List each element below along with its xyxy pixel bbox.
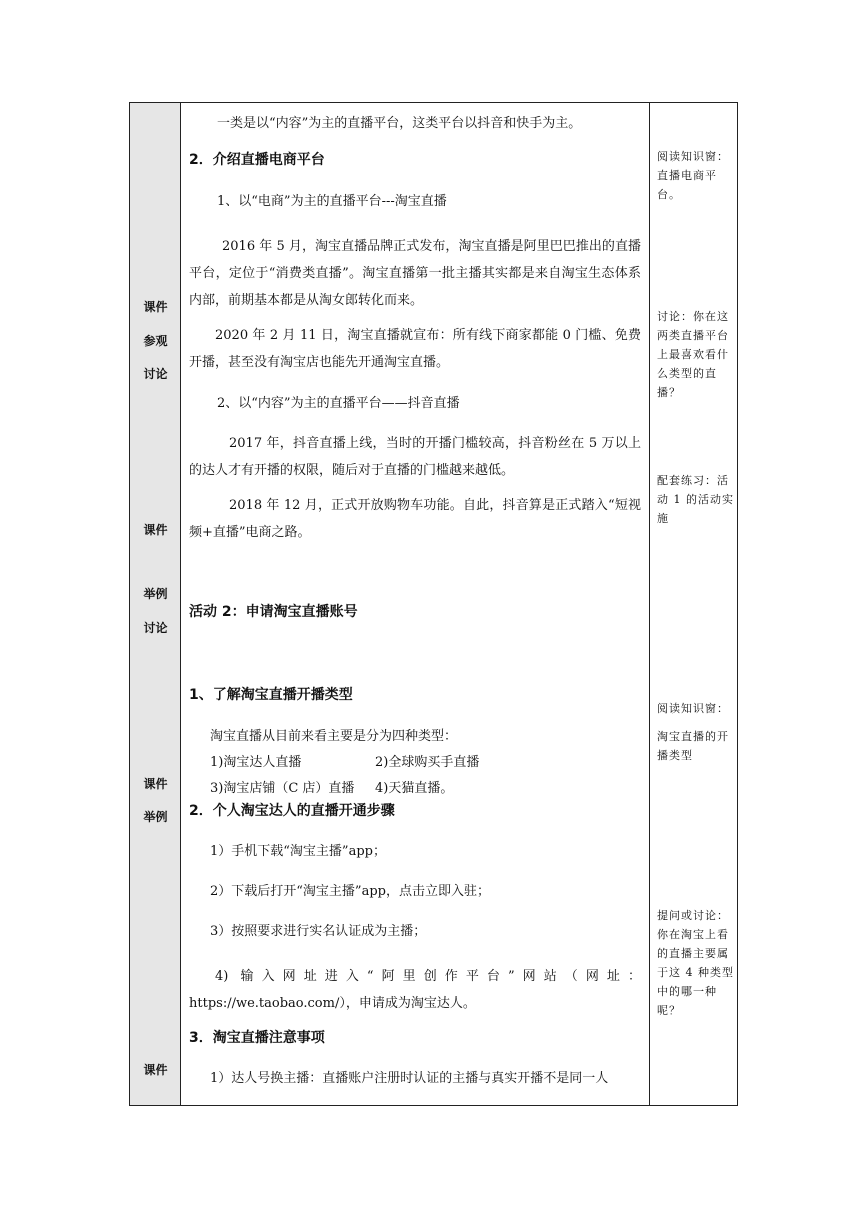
heading-activity-2: 活动 2：申请淘宝直播账号: [189, 604, 358, 620]
text-step-4: 4) 输入网址进入“阿里创作平台”网站（网址：https://we.taobao.com/），申请成为淘宝达人。: [189, 969, 641, 1011]
label-kejian-1: 课件: [143, 300, 168, 314]
heading-intro-platforms: 2．介绍直播电商平台: [189, 152, 325, 168]
heading-stream-types: 1、了解淘宝直播开播类型: [189, 687, 353, 703]
paragraph-taobao-2020: 2020 年 2 月 11 日，淘宝直播就宣布：所有线下商家都能 0 门槛、免费开播，甚至没有淘宝店也能先开通淘宝直播。: [189, 328, 641, 370]
text-note-1: 1）达人号换主播：直播账户注册时认证的主播与真实开播不是同一人: [210, 1071, 609, 1086]
text-type-1: 1)淘宝达人直播: [210, 755, 302, 770]
right-column-divider: [649, 103, 650, 1105]
heading-notes: 3．淘宝直播注意事项: [189, 1030, 325, 1046]
text-step-1: 1）手机下载“淘宝主播”app；: [210, 844, 386, 859]
lesson-table: [129, 102, 738, 1106]
text-type-4: 4)天猫直播。: [375, 781, 454, 796]
side-note-exercise: 配套练习：活动 1 的活动实施: [657, 474, 734, 525]
text-type-2: 2)全球购买手直播: [375, 755, 480, 770]
label-kejian-3: 课件: [143, 777, 168, 791]
left-label-column: [130, 103, 181, 1105]
label-taolun-1: 讨论: [143, 367, 168, 381]
subheading-taobao: 1、以“电商”为主的直播平台---淘宝直播: [217, 194, 447, 209]
side-note-reading-1: 阅读知识窗：直播电商平台。: [657, 150, 729, 201]
label-kejian-4: 课件: [143, 1063, 168, 1077]
label-taolun-2: 讨论: [143, 621, 168, 635]
text-line-top: 一类是以“内容”为主的直播平台，这类平台以抖音和快手为主。: [217, 116, 582, 131]
text-types-intro: 淘宝直播从目前来看主要是分为四种类型：: [210, 729, 458, 744]
subheading-douyin: 2、以“内容”为主的直播平台——抖音直播: [217, 396, 460, 411]
text-type-3: 3)淘宝店铺（C 店）直播: [210, 781, 355, 796]
paragraph-douyin-2018: 2018 年 12 月，正式开放购物车功能。自此，抖音算是正式踏入“短视频+直播”电商之路。: [189, 498, 641, 540]
label-kejian-2: 课件: [143, 523, 168, 537]
side-note-discussion: 讨论：你在这两类直播平台上最喜欢看什么类型的直播？: [657, 310, 729, 399]
label-juli-2: 举例: [143, 810, 168, 824]
text-step-2: 2）下载后打开“淘宝主播”app，点击立即入驻；: [210, 884, 490, 899]
paragraph-douyin-2017: 2017 年，抖音直播上线，当时的开播门槛较高，抖音粉丝在 5 万以上的达人才有开播的权限，随后对于直播的门槛越来越低。: [189, 436, 641, 478]
heading-open-steps: 2．个人淘宝达人的直播开通步骤: [189, 803, 395, 819]
text-step-3: 3）按照要求进行实名认证成为主播；: [210, 924, 427, 939]
label-juli-1: 举例: [143, 587, 168, 601]
side-note-reading-2-title: 阅读知识窗：: [657, 702, 729, 715]
side-note-question: 提问或讨论：你在淘宝上看的直播主要属于这 4 种类型中的哪一种呢？: [657, 909, 734, 1017]
paragraph-taobao-2016: 2016 年 5 月，淘宝直播品牌正式发布，淘宝直播是阿里巴巴推出的直播平台，定位于“消费类直播”。淘宝直播第一批主播其实都是来自淘宝生态体系内部，前期基本都是从淘女郎转化而来。: [189, 239, 641, 308]
side-note-reading-2-body: 淘宝直播的开播类型: [657, 730, 729, 762]
label-canguan: 参观: [143, 334, 168, 348]
